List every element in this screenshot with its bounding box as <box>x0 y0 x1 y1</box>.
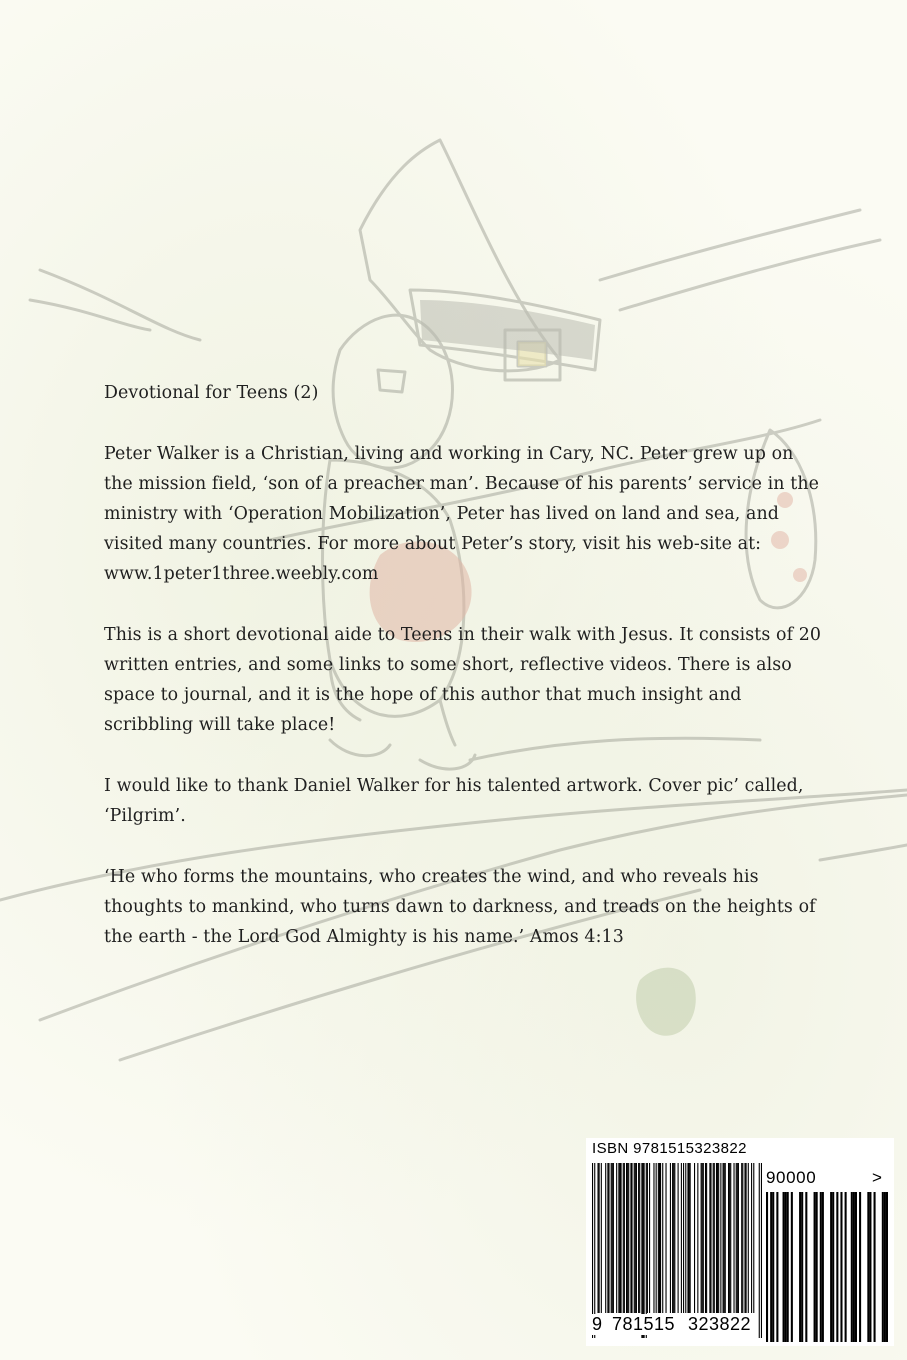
barcode-bar <box>867 1192 869 1342</box>
barcode-bar <box>753 1163 754 1313</box>
barcode-bar <box>683 1163 684 1313</box>
barcode-bar <box>660 1163 661 1313</box>
barcode-bar <box>639 1163 640 1313</box>
barcode-bar <box>840 1192 842 1342</box>
barcode-bar <box>869 1192 871 1342</box>
barcode-bar <box>799 1192 801 1342</box>
barcode-bar <box>627 1163 628 1313</box>
barcode-bar <box>882 1192 884 1342</box>
barcode-digit-first: 9 <box>592 1314 603 1334</box>
barcode-bar <box>678 1163 679 1313</box>
barcode-digits-left: 781515 <box>612 1314 676 1334</box>
barcode-digits-right: 323822 <box>688 1314 752 1334</box>
barcode-bar <box>785 1192 787 1342</box>
barcode-bar <box>822 1192 824 1342</box>
barcode-bar <box>836 1192 838 1342</box>
barcode-bar <box>874 1192 876 1342</box>
barcode-bar <box>728 1163 729 1313</box>
barcode-bar <box>772 1192 774 1342</box>
barcode-bar <box>649 1163 650 1313</box>
barcode-bar <box>830 1192 832 1342</box>
price-code: 90000 <box>766 1168 817 1187</box>
barcode-bar <box>674 1163 675 1313</box>
barcode-bar <box>724 1163 725 1313</box>
barcode-bar <box>738 1163 739 1313</box>
barcode-bar <box>716 1163 717 1313</box>
barcode-bar <box>601 1163 602 1313</box>
barcode-bar <box>705 1163 706 1313</box>
barcode-bar <box>710 1163 711 1313</box>
barcode-bar <box>690 1163 691 1313</box>
price-arrow: > <box>872 1168 882 1187</box>
barcode-bar <box>611 1163 612 1313</box>
barcode-bar <box>791 1192 793 1342</box>
barcode-bar <box>642 1163 643 1338</box>
barcode-bar <box>635 1163 636 1313</box>
barcode-bar <box>646 1163 647 1338</box>
barcode-bar <box>859 1192 861 1342</box>
barcode-bar <box>630 1163 631 1313</box>
isbn-label: ISBN 9781515323822 <box>592 1140 747 1157</box>
barcode-bar <box>725 1163 726 1313</box>
barcode-bar <box>720 1163 721 1313</box>
barcode-bar <box>729 1163 730 1313</box>
barcode-bar <box>805 1192 807 1342</box>
barcode-bar <box>641 1163 642 1338</box>
barcode-bar <box>851 1192 853 1342</box>
barcode-bar <box>820 1192 822 1342</box>
barcode-bar <box>701 1163 702 1313</box>
barcode-bar <box>723 1163 724 1313</box>
barcode-bar <box>766 1192 768 1342</box>
barcode-bar <box>748 1163 749 1313</box>
barcode-bar <box>687 1163 688 1313</box>
barcode-bar <box>673 1163 674 1313</box>
barcode-bar <box>626 1163 627 1313</box>
barcode-bar <box>884 1192 886 1342</box>
barcode-bar <box>845 1192 847 1342</box>
description-paragraph: This is a short devotional aide to Teens in their walk with Jesus. It consists of 20 written entries, and some links to some short, reflective videos. There is also space to journal, and it is the hope of this author that much insight and scribbling will take place! <box>104 625 822 735</box>
author-paragraph: Peter Walker is a Christian, living and working in Cary, NC. Peter grew up on the mission field, ‘son of a preacher man’. Because of his parents’ service in the ministry with ‘Operation Mobilization’, Peter has lived on land and sea, and visited many countries. For more about Peter’s story, visit his web-site at: www.1peter1three.weebly.com <box>104 444 820 584</box>
barcode-bar <box>672 1163 673 1313</box>
barcode-bar <box>814 1192 816 1342</box>
barcode-bar <box>761 1163 762 1338</box>
barcode-bar <box>697 1163 698 1313</box>
barcode-bar <box>597 1163 598 1313</box>
barcode-bar <box>751 1163 752 1313</box>
barcode-bar <box>733 1163 734 1313</box>
verse-paragraph: ‘He who forms the mountains, who creates the wind, and who reveals his thoughts to mankind, who turns dawn to darkness, and treads on the heights of the earth - the Lord God Almighty is his name.’ Amos 4:13 <box>104 867 816 947</box>
barcode-bar <box>703 1163 704 1313</box>
barcode-bar <box>689 1163 690 1313</box>
barcode-bar <box>670 1163 671 1313</box>
barcode-bar <box>770 1192 772 1342</box>
barcode-bar <box>886 1192 888 1342</box>
barcode-bar <box>621 1163 622 1313</box>
barcode-bar <box>759 1163 760 1338</box>
barcode-bar <box>853 1192 855 1342</box>
description-text-block <box>104 378 824 983</box>
barcode-bar <box>741 1163 742 1313</box>
barcode-bar <box>681 1163 682 1313</box>
barcode-bar <box>736 1163 737 1313</box>
barcode-bar <box>634 1163 635 1313</box>
barcode-bar <box>594 1163 595 1338</box>
barcode-bar <box>737 1163 738 1313</box>
barcode-bar <box>618 1163 619 1313</box>
barcode-bar <box>613 1163 614 1313</box>
barcode-bar <box>616 1163 617 1313</box>
barcode-bar <box>658 1163 659 1313</box>
barcode-bar <box>776 1192 778 1342</box>
barcode-bar <box>746 1163 747 1313</box>
barcode-bar <box>628 1163 629 1313</box>
barcode-bar <box>783 1192 785 1342</box>
barcode-bar <box>599 1163 600 1313</box>
barcode-bar <box>624 1163 625 1313</box>
barcode-bar <box>638 1163 639 1313</box>
barcode-bar <box>605 1163 606 1313</box>
barcode-bar <box>714 1163 715 1313</box>
barcode-bar <box>744 1163 745 1313</box>
barcode-bar <box>665 1163 666 1313</box>
barcode-bar <box>623 1163 624 1313</box>
barcode-bar <box>631 1163 632 1313</box>
barcode-bar <box>592 1163 593 1338</box>
barcode-bar <box>702 1163 703 1313</box>
barcode-bar <box>717 1163 718 1313</box>
barcode-bar <box>709 1163 710 1313</box>
barcode-bar <box>718 1163 719 1313</box>
barcode-bar <box>647 1163 648 1313</box>
barcode-bar <box>659 1163 660 1313</box>
barcode-bar <box>612 1163 613 1313</box>
barcode-bar <box>801 1192 803 1342</box>
barcode-bar <box>636 1163 637 1313</box>
barcode-bar <box>662 1163 663 1313</box>
barcode-bar <box>832 1192 834 1342</box>
isbn-barcode <box>592 1163 762 1338</box>
barcode-bar <box>694 1163 695 1313</box>
barcode-bar <box>653 1163 654 1313</box>
barcode-bar <box>855 1192 857 1342</box>
barcode-bar <box>619 1163 620 1313</box>
supplemental-barcode <box>766 1192 888 1342</box>
barcode-bar <box>730 1163 731 1313</box>
barcode-bar <box>656 1163 657 1313</box>
barcode-bar <box>816 1192 818 1342</box>
barcode-bar <box>608 1163 609 1313</box>
barcode-bar <box>706 1163 707 1313</box>
barcode-bar <box>644 1163 645 1338</box>
barcode-bar <box>787 1192 789 1342</box>
barcode-bar <box>685 1163 686 1313</box>
barcode-bar <box>607 1163 608 1313</box>
book-title: Devotional for Teens (2) <box>104 383 319 403</box>
thanks-paragraph: I would like to thank Daniel Walker for his talented artwork. Cover pic’ called, ‘Pilgrim’. <box>104 776 804 826</box>
barcode-bar <box>742 1163 743 1313</box>
barcode-bar <box>713 1163 714 1313</box>
